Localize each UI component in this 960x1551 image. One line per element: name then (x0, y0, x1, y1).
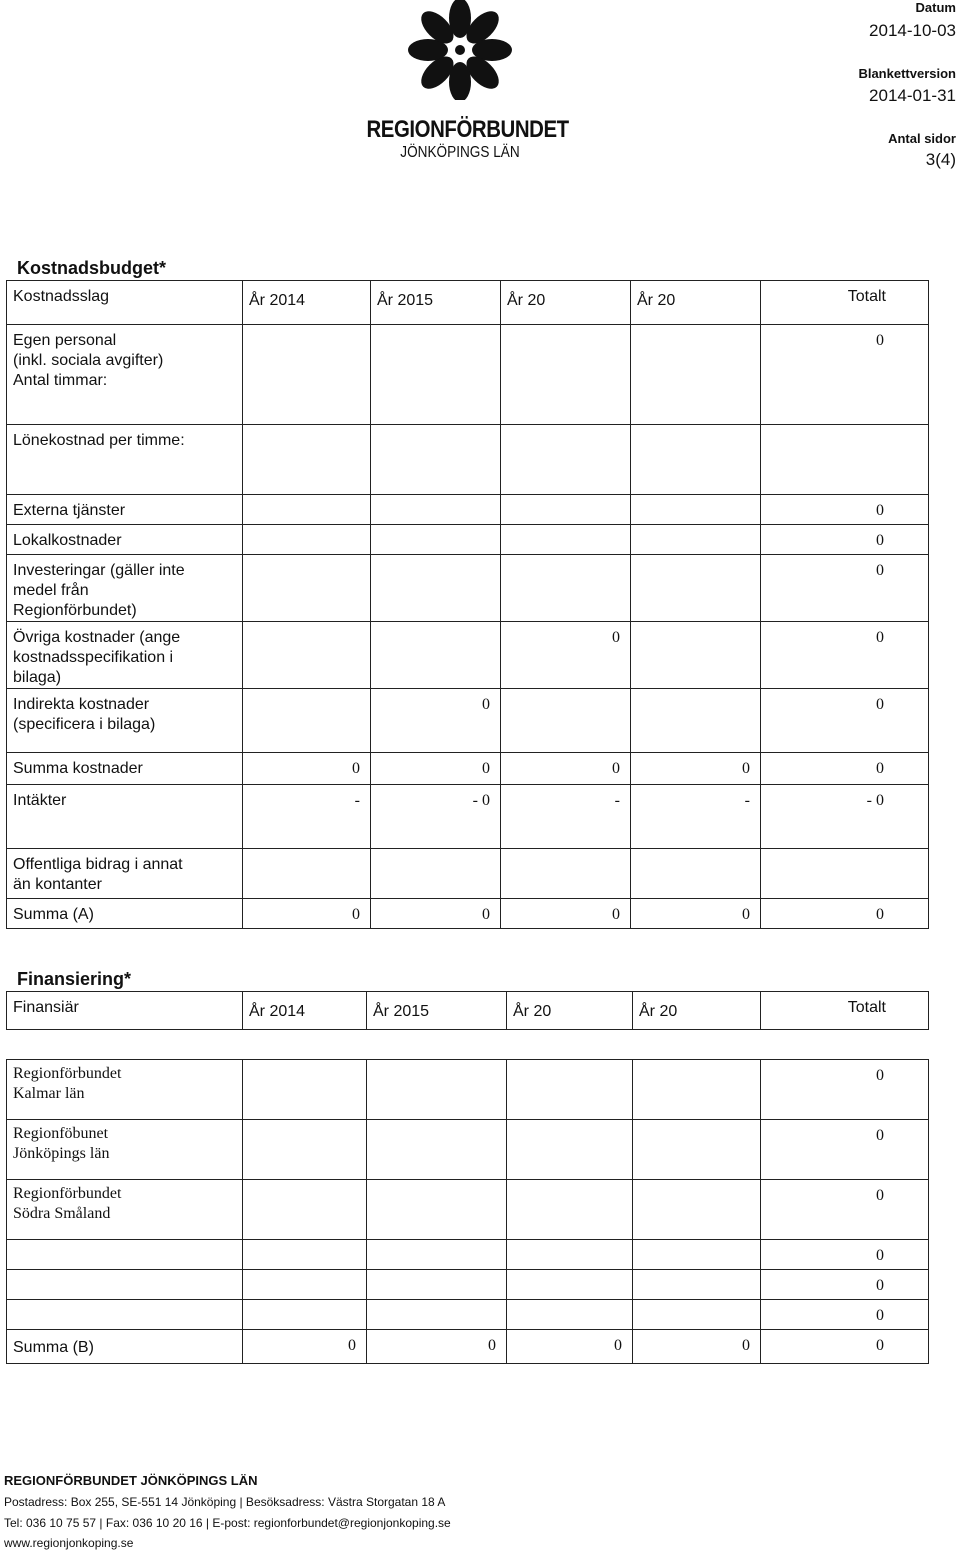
footer-website-link[interactable]: www.regionjonkoping.se (4, 1536, 134, 1550)
financing-total-cell[interactable]: 0 (761, 1300, 929, 1330)
cost-budget-title: Kostnadsbudget* (17, 258, 167, 278)
fin-col-header-year-2: År 2015 (367, 992, 507, 1030)
financing-header-row (7, 992, 929, 1030)
cost-total-cell[interactable]: 0 (761, 555, 929, 622)
cost-year-cell[interactable] (371, 622, 501, 689)
col-header-kostnadsslag: Kostnadsslag (7, 281, 243, 325)
cost-total-cell[interactable]: 0 (761, 622, 929, 689)
cost-year-cell[interactable] (631, 425, 761, 495)
financing-row (7, 1120, 929, 1180)
col-header-year-3: År 20 (501, 281, 631, 325)
financier-label[interactable] (7, 1300, 243, 1330)
cost-row (7, 785, 929, 849)
financing-year-cell[interactable] (507, 1120, 633, 1180)
cost-year-cell[interactable] (631, 555, 761, 622)
cost-row-label: Lokalkostnader (7, 525, 243, 555)
financing-year-cell[interactable] (367, 1300, 507, 1330)
financing-year-cell[interactable] (243, 1300, 367, 1330)
fin-col-header-year-1: År 2014 (243, 992, 367, 1030)
financier-label[interactable]: Regionföbunet Jönköpings län (7, 1120, 243, 1180)
fin-col-header-year-3: År 20 (507, 992, 633, 1030)
financing-year-cell[interactable] (633, 1240, 761, 1270)
cost-year-cell[interactable]: - (243, 785, 371, 849)
financing-year-cell[interactable] (507, 1300, 633, 1330)
financing-title: Finansiering* (17, 969, 132, 989)
cost-total-cell[interactable]: 0 (761, 689, 929, 753)
cost-total-cell[interactable] (761, 425, 929, 495)
cost-year-cell[interactable]: 0 (501, 622, 631, 689)
cost-year-cell[interactable] (501, 689, 631, 753)
financing-sum-row (7, 1330, 929, 1364)
cost-row-label: Lönekostnad per timme: (7, 425, 243, 495)
cost-total-cell[interactable]: 0 (761, 525, 929, 555)
financing-total-cell[interactable]: 0 (761, 1120, 929, 1180)
financing-year-cell[interactable] (243, 1060, 367, 1120)
cost-row-label: Summa kostnader (7, 753, 243, 785)
col-header-year-4: År 20 (631, 281, 761, 325)
cost-row (7, 325, 929, 425)
financing-year-cell[interactable] (507, 1240, 633, 1270)
regionforbundet-logo-icon (400, 0, 520, 100)
financing-year-cell[interactable] (367, 1270, 507, 1300)
financing-sum-year-cell: 0 (367, 1330, 507, 1364)
cost-year-cell[interactable] (371, 525, 501, 555)
cost-budget-table (6, 280, 929, 325)
financing-year-cell[interactable] (367, 1060, 507, 1120)
cost-total-cell[interactable]: 0 (761, 753, 929, 785)
fin-col-header-total: Totalt (761, 992, 929, 1030)
footer-org-name: REGIONFÖRBUNDET JÖNKÖPINGS LÄN (4, 1473, 258, 1488)
cost-year-cell[interactable]: 0 (501, 753, 631, 785)
cost-total-cell[interactable]: 0 (761, 899, 929, 929)
cost-year-cell[interactable]: 0 (631, 753, 761, 785)
col-header-total: Totalt (761, 281, 929, 325)
org-name: REGIONFÖRBUNDET (366, 116, 569, 143)
cost-year-cell[interactable] (501, 555, 631, 622)
financing-row (7, 1180, 929, 1240)
cost-year-cell[interactable]: - (631, 785, 761, 849)
cost-row (7, 555, 929, 622)
financier-label[interactable]: Regionförbundet Södra Småland (7, 1180, 243, 1240)
cost-row (7, 689, 929, 753)
financing-year-cell[interactable] (243, 1270, 367, 1300)
financing-year-cell[interactable] (507, 1180, 633, 1240)
financing-row (7, 1300, 929, 1330)
cost-year-cell[interactable] (371, 555, 501, 622)
version-value: 2014-01-31 (869, 86, 956, 105)
date-value: 2014-10-03 (869, 21, 956, 40)
cost-year-cell[interactable] (501, 849, 631, 899)
cost-total-cell[interactable] (761, 849, 929, 899)
cost-year-cell[interactable] (631, 325, 761, 425)
financing-year-cell[interactable] (367, 1180, 507, 1240)
pages-label: Antal sidor (888, 131, 956, 146)
cost-year-cell[interactable] (371, 849, 501, 899)
cost-row (7, 622, 929, 689)
financing-year-cell[interactable] (633, 1120, 761, 1180)
cost-total-cell[interactable]: 0 (761, 495, 929, 525)
cost-total-cell[interactable]: - 0 (761, 785, 929, 849)
col-header-year-1: År 2014 (243, 281, 371, 325)
financier-label[interactable] (7, 1270, 243, 1300)
cost-header-row (7, 281, 929, 325)
cost-year-cell[interactable]: 0 (371, 689, 501, 753)
cost-row-label: Summa (A) (7, 899, 243, 929)
cost-row-label: Övriga kostnader (ange kostnadsspecifikation i bilaga) (7, 622, 243, 689)
cost-year-cell[interactable] (243, 325, 371, 425)
cost-row (7, 849, 929, 899)
cost-year-cell[interactable] (243, 849, 371, 899)
financing-sum-year-cell: 0 (633, 1330, 761, 1364)
financing-year-cell[interactable] (507, 1060, 633, 1120)
financing-total-cell[interactable]: 0 (761, 1240, 929, 1270)
cost-year-cell[interactable] (631, 689, 761, 753)
financing-total-cell[interactable]: 0 (761, 1180, 929, 1240)
financing-year-cell[interactable] (633, 1060, 761, 1120)
col-header-year-2: År 2015 (371, 281, 501, 325)
cost-year-cell[interactable] (631, 622, 761, 689)
cost-year-cell[interactable] (631, 849, 761, 899)
cost-row (7, 525, 929, 555)
cost-row-label: Investeringar (gäller inte medel från Regionförbundet) (7, 555, 243, 622)
cost-row (7, 899, 929, 929)
cost-year-cell[interactable]: 0 (501, 899, 631, 929)
cost-row-label: Offentliga bidrag i annat än kontanter (7, 849, 243, 899)
financing-year-cell[interactable] (633, 1300, 761, 1330)
financing-year-cell[interactable] (633, 1180, 761, 1240)
cost-year-cell[interactable]: 0 (243, 899, 371, 929)
cost-row-label: Intäkter (7, 785, 243, 849)
financing-year-cell[interactable] (367, 1120, 507, 1180)
financing-sum-year-cell: 0 (243, 1330, 367, 1364)
cost-year-cell[interactable]: - (501, 785, 631, 849)
financing-year-cell[interactable] (243, 1120, 367, 1180)
cost-year-cell[interactable] (631, 525, 761, 555)
cost-year-cell[interactable] (243, 525, 371, 555)
financing-row (7, 1270, 929, 1300)
cost-row-label: Externa tjänster (7, 495, 243, 525)
financing-sum-year-cell: 0 (507, 1330, 633, 1364)
financing-body (6, 1059, 929, 1364)
cost-year-cell[interactable] (501, 495, 631, 525)
cost-total-cell[interactable]: 0 (761, 325, 929, 425)
financing-sum-total-cell: 0 (761, 1330, 929, 1364)
org-subtitle: JÖNKÖPINGS LÄN (400, 144, 520, 161)
cost-year-cell[interactable] (371, 495, 501, 525)
financing-year-cell[interactable] (243, 1240, 367, 1270)
date-label: Datum (915, 0, 956, 15)
financier-label[interactable] (7, 1240, 243, 1270)
financing-year-cell[interactable] (633, 1270, 761, 1300)
footer-address: Postadress: Box 255, SE-551 14 Jönköping | Besöksadress: Västra Storgatan 18 A (4, 1495, 446, 1509)
financing-year-cell[interactable] (367, 1240, 507, 1270)
financing-total-cell[interactable]: 0 (761, 1270, 929, 1300)
cost-budget-body (6, 324, 929, 929)
financing-year-cell[interactable] (243, 1180, 367, 1240)
cost-year-cell[interactable]: - 0 (371, 785, 501, 849)
version-label: Blankettversion (858, 66, 956, 81)
pages-value: 3(4) (925, 150, 956, 169)
financing-header-table (6, 991, 929, 1030)
financing-year-cell[interactable] (507, 1270, 633, 1300)
cost-year-cell[interactable] (243, 555, 371, 622)
cost-row (7, 425, 929, 495)
footer-org (4, 1473, 258, 1488)
financier-label[interactable]: Regionförbundet Kalmar län (7, 1060, 243, 1120)
cost-year-cell[interactable] (243, 689, 371, 753)
cost-year-cell[interactable]: 0 (371, 753, 501, 785)
cost-year-cell[interactable] (501, 325, 631, 425)
cost-year-cell[interactable]: 0 (371, 899, 501, 929)
fin-col-header-year-4: År 20 (633, 992, 761, 1030)
cost-row (7, 753, 929, 785)
cost-year-cell[interactable] (243, 495, 371, 525)
financing-row (7, 1060, 929, 1120)
financing-total-cell[interactable]: 0 (761, 1060, 929, 1120)
cost-year-cell[interactable] (371, 325, 501, 425)
cost-row (7, 495, 929, 525)
cost-year-cell[interactable] (501, 525, 631, 555)
cost-row-label: Egen personal (inkl. sociala avgifter) Antal timmar: (7, 325, 243, 425)
financing-sum-label: Summa (B) (7, 1330, 243, 1364)
cost-year-cell[interactable]: 0 (243, 753, 371, 785)
cost-year-cell[interactable] (243, 425, 371, 495)
cost-year-cell[interactable]: 0 (631, 899, 761, 929)
footer-contact: Tel: 036 10 75 57 | Fax: 036 10 20 16 | E-post: regionforbundet@regionjonkoping.se (4, 1516, 451, 1530)
cost-row-label: Indirekta kostnader (specificera i bilaga) (7, 689, 243, 753)
financing-row (7, 1240, 929, 1270)
cost-year-cell[interactable] (243, 622, 371, 689)
cost-year-cell[interactable] (371, 425, 501, 495)
cost-year-cell[interactable] (631, 495, 761, 525)
cost-year-cell[interactable] (501, 425, 631, 495)
col-header-finansiar: Finansiär (7, 992, 243, 1030)
